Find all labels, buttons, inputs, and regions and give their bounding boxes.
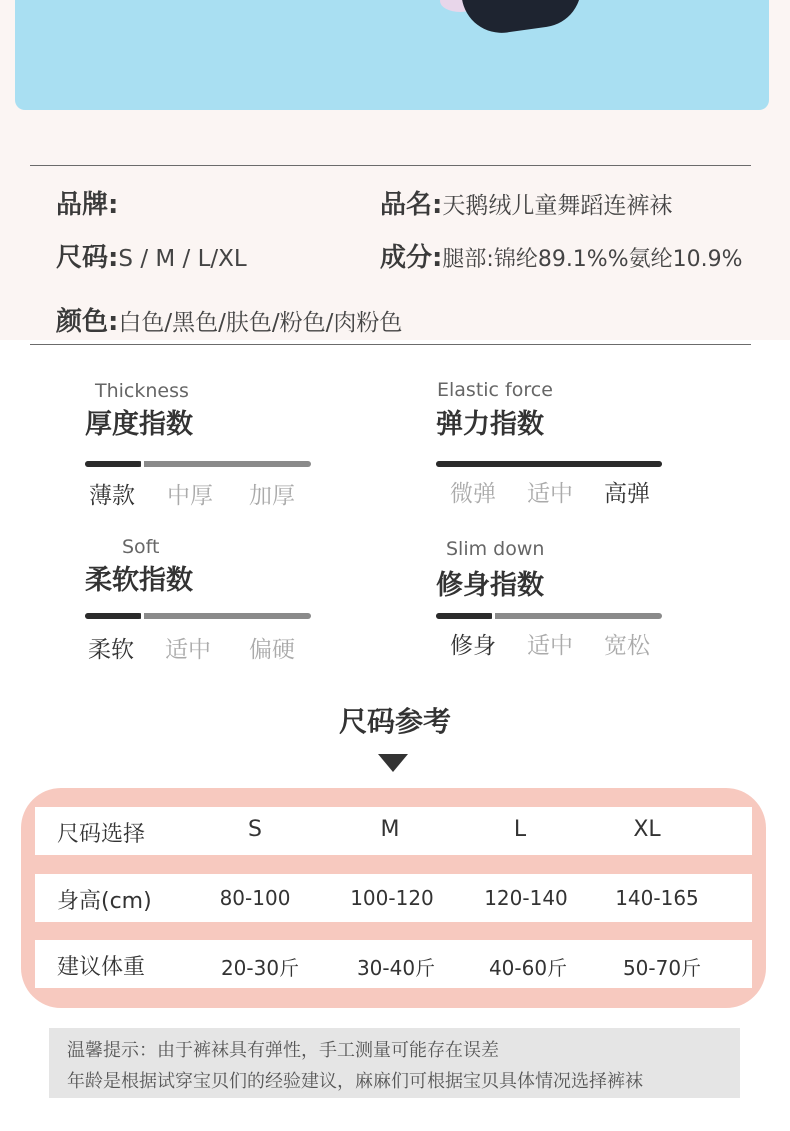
table-cell: 尺码选择: [57, 822, 146, 847]
index-option: 修身: [450, 633, 496, 659]
size-reference-title: 尺码参考: [338, 705, 451, 738]
index-title: 修身指数: [436, 570, 544, 601]
spec-material-label: 成分:: [380, 243, 443, 273]
index-en-label: Elastic force: [437, 379, 553, 401]
index-option: 薄款: [89, 483, 135, 509]
index-bar: [436, 461, 662, 467]
spec-name-value: 天鹅绒儿童舞蹈连裤袜: [442, 193, 673, 219]
table-cell: 20-30斤: [220, 956, 300, 980]
table-cell: 建议体重: [57, 955, 146, 980]
table-cell: 40-60斤: [488, 956, 568, 980]
index-option: 宽松: [604, 633, 650, 659]
spec-brand-label: 品牌:: [56, 190, 119, 220]
table-cell: XL: [633, 817, 661, 842]
index-en-label: Thickness: [95, 380, 189, 402]
index-bar-gap: [492, 612, 495, 620]
index-bar-fill: [85, 461, 142, 467]
table-cell: 140-165: [615, 886, 699, 910]
index-bar-fill: [436, 613, 493, 619]
index-en-label: Slim down: [446, 538, 545, 560]
size-table: [21, 788, 766, 1008]
product-photo: [15, 0, 769, 110]
spec-material: [380, 237, 743, 274]
index-title: 厚度指数: [85, 409, 193, 440]
spec-color-label: 颜色:: [56, 307, 119, 337]
spec-brand: [56, 184, 118, 221]
divider-top: [30, 165, 751, 166]
spec-color: [56, 301, 402, 338]
table-cell: 120-140: [484, 886, 568, 910]
divider-bottom: [30, 344, 751, 345]
table-row: [35, 807, 752, 855]
index-option: 适中: [165, 637, 211, 663]
index-option: 柔软: [88, 637, 134, 663]
index-bar: [436, 613, 662, 619]
table-row: [35, 874, 752, 922]
table-cell: 50-70斤: [622, 956, 702, 980]
index-option: 适中: [527, 481, 573, 507]
index-bar-gap: [141, 612, 144, 620]
spec-name: [380, 184, 672, 221]
down-triangle-icon: [378, 754, 408, 772]
table-cell: S: [248, 817, 262, 842]
table-cell: L: [513, 817, 527, 842]
index-bar-fill: [436, 461, 662, 467]
index-title: 弹力指数: [436, 409, 544, 440]
spec-name-label: 品名:: [380, 190, 443, 220]
index-option: 微弹: [450, 481, 496, 507]
index-bar: [85, 461, 311, 467]
table-row: [35, 940, 752, 988]
index-bar: [85, 613, 311, 619]
index-en-label: Soft: [122, 536, 160, 558]
index-title: 柔软指数: [85, 565, 193, 596]
index-option: 高弹: [604, 481, 650, 507]
table-cell: 身高(cm): [57, 889, 152, 914]
index-option: 加厚: [249, 483, 295, 509]
table-cell: 80-100: [219, 886, 291, 910]
table-cell: 100-120: [350, 886, 434, 910]
tip-line: 年龄是根据试穿宝贝们的经验建议，麻麻们可根据宝贝具体情况选择裤袜: [67, 1071, 643, 1092]
index-option: 中厚: [167, 483, 213, 509]
index-option: 适中: [527, 633, 573, 659]
photo-detail-dark: [458, 0, 587, 38]
table-cell: 30-40斤: [356, 956, 436, 980]
index-option: 偏硬: [249, 637, 295, 663]
index-bar-gap: [141, 460, 144, 468]
tip-box: [49, 1028, 740, 1098]
spec-material-value: 腿部:锦纶89.1%%氨纶10.9%: [442, 247, 743, 272]
table-cell: M: [380, 817, 400, 842]
index-bar-fill: [85, 613, 142, 619]
spec-color-value: 白色/黑色/肤色/粉色/肉粉色: [118, 310, 403, 336]
spec-size-label: 尺码:: [56, 243, 119, 273]
spec-size-value: S / M / L/XL: [118, 246, 247, 272]
tip-line: 温馨提示：由于裤袜具有弹性，手工测量可能存在误差: [67, 1040, 499, 1061]
spec-size: [56, 237, 247, 274]
